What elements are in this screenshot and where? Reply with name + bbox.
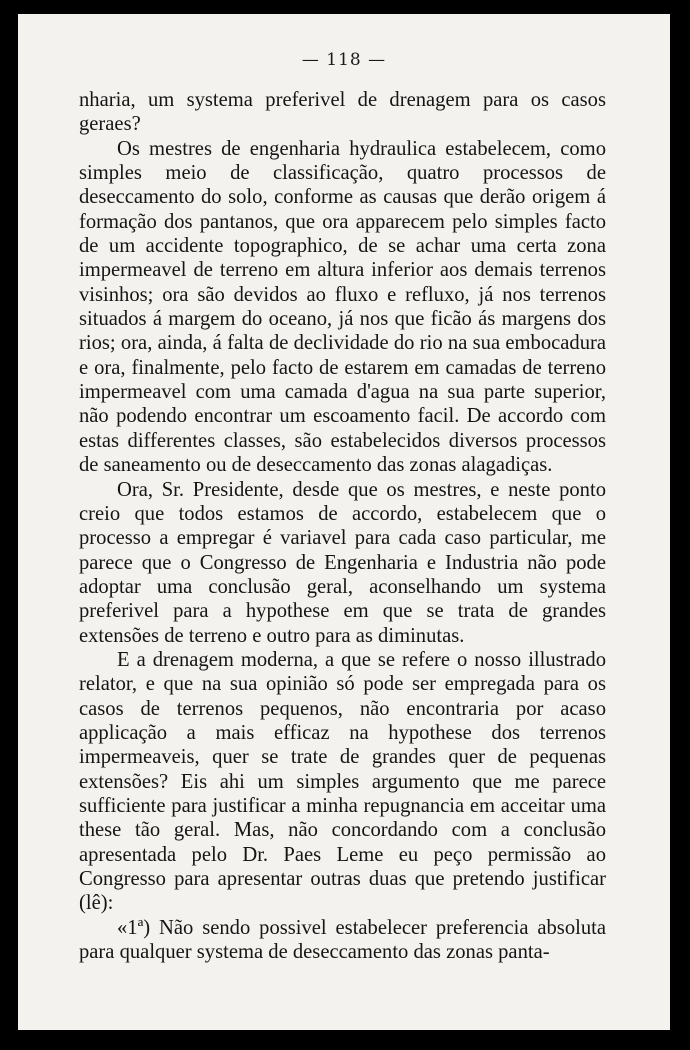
paragraph: Os mestres de engenharia hydraulica estabelecem, como simples meio de classificação, quatro processos de deseccamento do solo, conforme as causas que derão origem á formação dos pantanos, que ora apparecem pelo simples facto de um accidente topographico, de se achar uma certa zona impermeavel de terreno em altura inferior aos demais terrenos visinhos; ora são devidos ao fluxo e refluxo, já nos terrenos situados á margem do oceano, já nos que ficão ás margens dos rios; ora, ainda, á falta de declividade do rio na sua embocadura e ora, finalmente, pelo facto de estarem em camadas de terreno impermeavel com uma camada d'agua na sua parte superior, não podendo encontrar um escoamento facil. De accordo com estas differentes classes, são estabelecidos diversos processos de saneamento ou de deseccamento das zonas alagadiças. (79, 137, 606, 477)
page-number: — 118 — (301, 50, 387, 70)
paragraph: E a drenagem moderna, a que se refere o nosso illustrado relator, e que na sua opinião só pode ser empregada para os casos de terrenos pequenos, não encontraria por acaso applicação a mais efficaz na hypothese dos terrenos impermeaveis, quer se trate de grandes quer de pequenas extensões? Eis ahi um simples argumento que me parece sufficiente para justificar a minha repugnancia em acceitar uma these tão geral. Mas, não concordando com a conclusão apresentada pelo Dr. Paes Leme eu peço permissão ao Congresso para apresentar outras duas que pretendo justificar (lê): (79, 648, 606, 915)
page-text (79, 88, 606, 964)
book-page (18, 14, 670, 1030)
paragraph: «1ª) Não sendo possivel estabelecer preferencia absoluta para qualquer systema de deseccamento das zonas panta- (79, 916, 606, 964)
paragraph-continuation: nharia, um systema preferivel de drenagem para os casos geraes? (79, 89, 606, 136)
paragraph: Ora, Sr. Presidente, desde que os mestres, e neste ponto creio que todos estamos de accordo, estabelecem que o processo a empregar é variavel para cada caso particular, me parece que o Congresso de Engenharia e Industria não pode adoptar uma conclusão geral, aconselhando um systema preferivel para a hypothese em que se trata de grandes extensões de terreno e outro para as diminutas. (79, 478, 606, 647)
